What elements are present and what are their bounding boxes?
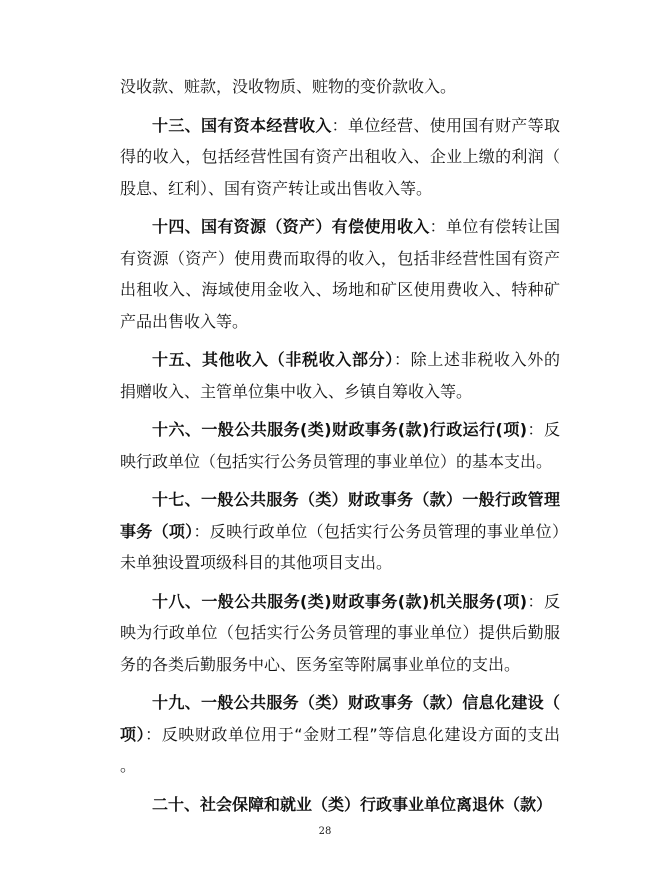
section-17-body: ：反映行政单位（包括实行公务员管理的事业单位）未单独设置项级科目的其他项目支出。 <box>120 521 560 572</box>
section-17-term: 十七、一般公共服务（类）财政事务（款）一般行政管理事务（项） <box>120 490 560 541</box>
section-14-body: ：单位有偿转让国有资源（资产）使用费而取得的收入，包括非经营性国有资产出租收入、海域使用金收入、场地和矿区使用费收入、特种矿产品出售收入等。 <box>120 217 560 331</box>
section-19-term: 十九、一般公共服务（类）财政事务（款）信息化建设（项） <box>120 693 560 744</box>
section-15-paragraph <box>120 344 560 407</box>
section-19-paragraph <box>120 687 560 782</box>
continuation-paragraph: 没收款、赃款，没收物质、赃物的变价款收入。 <box>120 77 457 96</box>
section-16-body: ：反映行政单位（包括实行公务员管理的事业单位）的基本支出。 <box>120 420 560 471</box>
section-20-term: 二十、社会保障和就业（类）行政事业单位离退休（款） <box>152 794 553 814</box>
section-13-term: 十三、国有资本经营收入 <box>152 115 332 135</box>
section-13-paragraph <box>120 110 560 205</box>
section-14-term: 十四、国有资源（资产）有偿使用收入 <box>152 217 430 236</box>
section-17-paragraph <box>120 484 560 579</box>
section-16-paragraph <box>120 414 560 477</box>
section-19-body: ：反映财政单位用于“金财工程”等信息化建设方面的支出。 <box>120 724 560 775</box>
section-15-term: 十五、其他收入（非税收入部分） <box>152 350 394 369</box>
section-14-paragraph <box>120 211 560 337</box>
section-18-body: ：反映为行政单位（包括实行公务员管理的事业单位）提供后勤服务的各类后勤服务中心、医务室等附属事业单位的支出。 <box>120 591 560 674</box>
section-15-body: ：除上述非税收入外的捐赠收入、主管单位集中收入、乡镇自筹收入等。 <box>120 350 560 401</box>
section-18-paragraph <box>120 586 560 681</box>
page-number: 28 <box>318 826 332 837</box>
section-16-term: 十六、一般公共服务(类)财政事务(款)行政运行(项) <box>152 420 528 439</box>
section-20-paragraph <box>120 789 560 821</box>
section-13-body: ：单位经营、使用国有财产等取得的收入，包括经营性国有资产出租收入、企业上缴的利润（股息、红利）、国有资产转让或出售收入等。 <box>120 115 560 198</box>
document-body <box>120 71 560 820</box>
section-18-term: 十八、一般公共服务(类)财政事务(款)机关服务(项) <box>152 591 528 611</box>
